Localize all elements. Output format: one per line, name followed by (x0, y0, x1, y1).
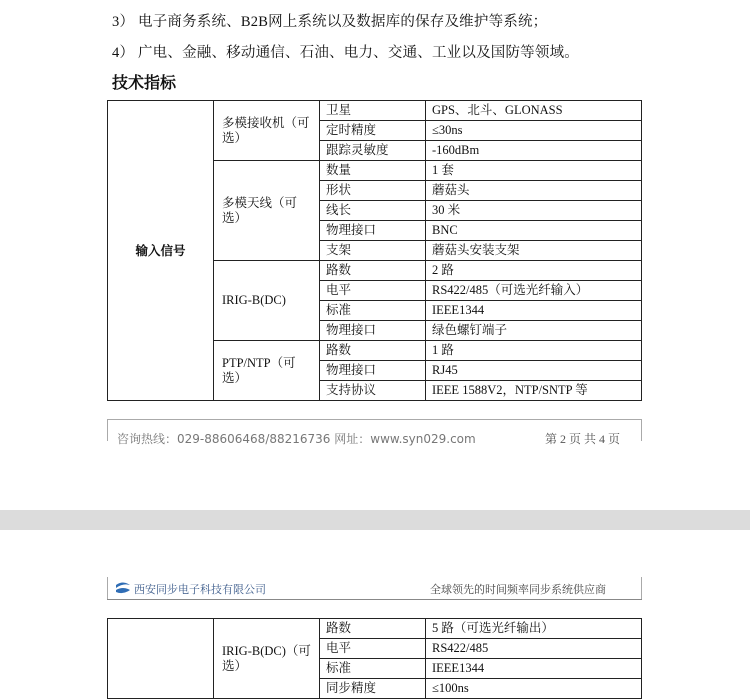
spec-table (107, 100, 642, 401)
page-gap (0, 510, 750, 530)
param-name: 路数 (320, 261, 426, 281)
footer-contact: 咨询热线：029-88606468/88216736 网址：www.syn029.com (117, 432, 476, 446)
param-value: IEEE1344 (426, 659, 642, 679)
param-value: 5 路（可选光纤输出） (426, 619, 642, 639)
param-value: 30 米 (426, 201, 642, 221)
header-corner-right (641, 577, 642, 599)
table-row (108, 619, 642, 639)
param-name: 标准 (320, 301, 426, 321)
footer-page-number: 第 2 页 共 4 页 (545, 432, 621, 446)
param-value: ≤30ns (426, 121, 642, 141)
param-value: 1 路 (426, 341, 642, 361)
param-value: BNC (426, 221, 642, 241)
param-name: 电平 (320, 281, 426, 301)
footer-corner-right (641, 419, 642, 441)
group-label: 输入信号 (108, 101, 214, 401)
param-name: 路数 (320, 341, 426, 361)
footer-divider (107, 419, 642, 420)
param-name: 定时精度 (320, 121, 426, 141)
param-name: 数量 (320, 161, 426, 181)
param-value: 绿色螺钉端子 (426, 321, 642, 341)
param-name: 形状 (320, 181, 426, 201)
subgroup-label: 多模天线（可选） (214, 161, 320, 261)
param-value: 蘑菇头 (426, 181, 642, 201)
subgroup-label: 多模接收机（可选） (214, 101, 320, 161)
param-value: 2 路 (426, 261, 642, 281)
list-item-3: 3） 电子商务系统、B2B网上系统以及数据库的保存及维护等系统； (112, 14, 548, 30)
param-name: 线长 (320, 201, 426, 221)
param-value: GPS、北斗、GLONASS (426, 101, 642, 121)
param-value: RS422/485（可选光纤输入） (426, 281, 642, 301)
header-company-name: 西安同步电子科技有限公司 (134, 583, 266, 596)
section-heading: 技术指标 (112, 73, 177, 92)
param-value: ≤100ns (426, 679, 642, 699)
param-name: 物理接口 (320, 321, 426, 341)
param-name: 同步精度 (320, 679, 426, 699)
subgroup-label: PTP/NTP（可选） (214, 341, 320, 401)
param-name: 物理接口 (320, 361, 426, 381)
param-value: IEEE1344 (426, 301, 642, 321)
header-divider (107, 599, 642, 600)
company-logo-icon (114, 581, 132, 595)
subgroup-label: IRIG-B(DC)（可选） (214, 619, 320, 699)
footer-corner-left (107, 419, 108, 441)
param-value: 1 套 (426, 161, 642, 181)
param-name: 支持协议 (320, 381, 426, 401)
param-name: 路数 (320, 619, 426, 639)
list-item-4: 4） 广电、金融、移动通信、石油、电力、交通、工业以及国防等领域。 (112, 45, 579, 61)
param-value: IEEE 1588V2，NTP/SNTP 等 (426, 381, 642, 401)
param-value: RS422/485 (426, 639, 642, 659)
header-slogan: 全球领先的时间频率同步系统供应商 (430, 583, 606, 596)
table-row (108, 101, 642, 121)
param-name: 跟踪灵敏度 (320, 141, 426, 161)
param-value: 蘑菇头安装支架 (426, 241, 642, 261)
header-corner-left (107, 577, 108, 599)
param-name: 支架 (320, 241, 426, 261)
param-value: -160dBm (426, 141, 642, 161)
param-name: 卫星 (320, 101, 426, 121)
spec-table-continued (107, 618, 642, 699)
param-value: RJ45 (426, 361, 642, 381)
param-name: 标准 (320, 659, 426, 679)
subgroup-label: IRIG-B(DC) (214, 261, 320, 341)
param-name: 电平 (320, 639, 426, 659)
group-cell (108, 619, 214, 699)
param-name: 物理接口 (320, 221, 426, 241)
